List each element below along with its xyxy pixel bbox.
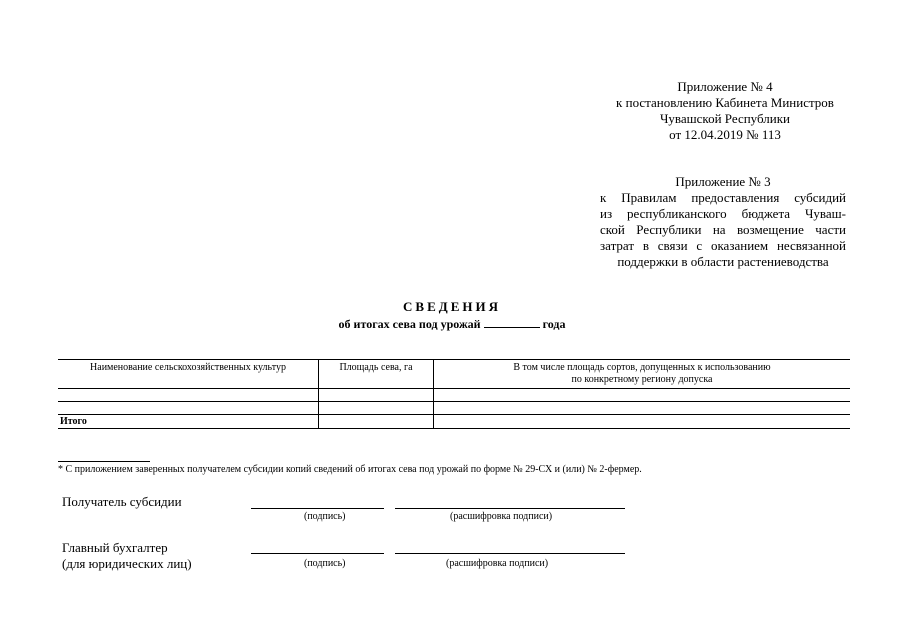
table-cell: [319, 402, 434, 415]
footnote: * С приложением заверенных получателем субсидии копий сведений об итогах сева под урожай по форме № 29-СХ и (или) № 2-фермер.: [58, 464, 642, 475]
table-header-row: [58, 360, 850, 389]
table-total-row: [58, 415, 850, 429]
appendix-4-date-number: от 12.04.2019 № 113: [669, 127, 781, 142]
table-cell: [434, 402, 851, 415]
accountant-decoding-caption: (расшифровка подписи): [446, 558, 549, 569]
header-sown-area: Площадь сева, га: [319, 360, 434, 389]
appendix-4-block: [600, 79, 850, 143]
recipient-label: Получатель субсидии: [62, 494, 182, 509]
appendix-3-line: поддержки в области растениеводства: [617, 254, 829, 269]
subtitle-text: об итогах сева под урожай: [338, 317, 481, 331]
table-cell: [319, 389, 434, 402]
table-cell: [58, 389, 319, 402]
table-row: [58, 402, 850, 415]
recipient-signature-caption: (подпись): [304, 511, 346, 522]
accountant-label: Главный бухгалтер: [62, 540, 168, 555]
sowing-table: [58, 359, 850, 429]
header-crop-name: Наименование сельскохозяйственных культур: [58, 360, 319, 389]
accountant-signature-line: [251, 553, 384, 554]
table-cell: [434, 389, 851, 402]
table-cell: [58, 402, 319, 415]
table-cell: [319, 415, 434, 429]
subtitle-year-word: года: [542, 317, 566, 331]
recipient-decoding-caption: (расшифровка подписи): [450, 511, 553, 522]
recipient-signature-line: [251, 508, 384, 509]
header-varieties-line-2: по конкретному региону допуска: [571, 374, 713, 385]
appendix-4-title: Приложение № 4: [677, 79, 773, 94]
document-title: СВЕДЕНИЯ: [403, 299, 501, 314]
harvest-year-blank: [484, 317, 540, 328]
accountant-decoding-line: [395, 553, 625, 554]
appendix-4-line: к постановлению Кабинета Министров: [616, 95, 834, 110]
accountant-signature-caption: (подпись): [304, 558, 346, 569]
appendix-3-title: Приложение № 3: [675, 174, 771, 189]
document-subtitle: [240, 317, 664, 332]
appendix-3-block: [600, 174, 846, 270]
recipient-decoding-line: [395, 508, 625, 509]
total-label: Итого: [58, 415, 319, 429]
accountant-note: (для юридических лиц): [62, 556, 192, 571]
table-row: [58, 389, 850, 402]
header-varieties-area: [434, 360, 851, 389]
header-varieties-line-1: В том числе площадь сортов, допущенных к использованию: [513, 362, 771, 373]
appendix-3-line: ской Республики на возмещение части: [600, 222, 846, 237]
appendix-3-line: затрат в связи с оказанием несвязанной: [600, 238, 846, 253]
appendix-3-line: к Правилам предоставления субсидий: [600, 190, 846, 205]
appendix-4-line: Чувашской Республики: [659, 111, 791, 126]
footnote-rule: [58, 461, 150, 462]
appendix-3-line: из республиканского бюджета Чуваш-: [600, 206, 846, 221]
table-cell: [434, 415, 851, 429]
